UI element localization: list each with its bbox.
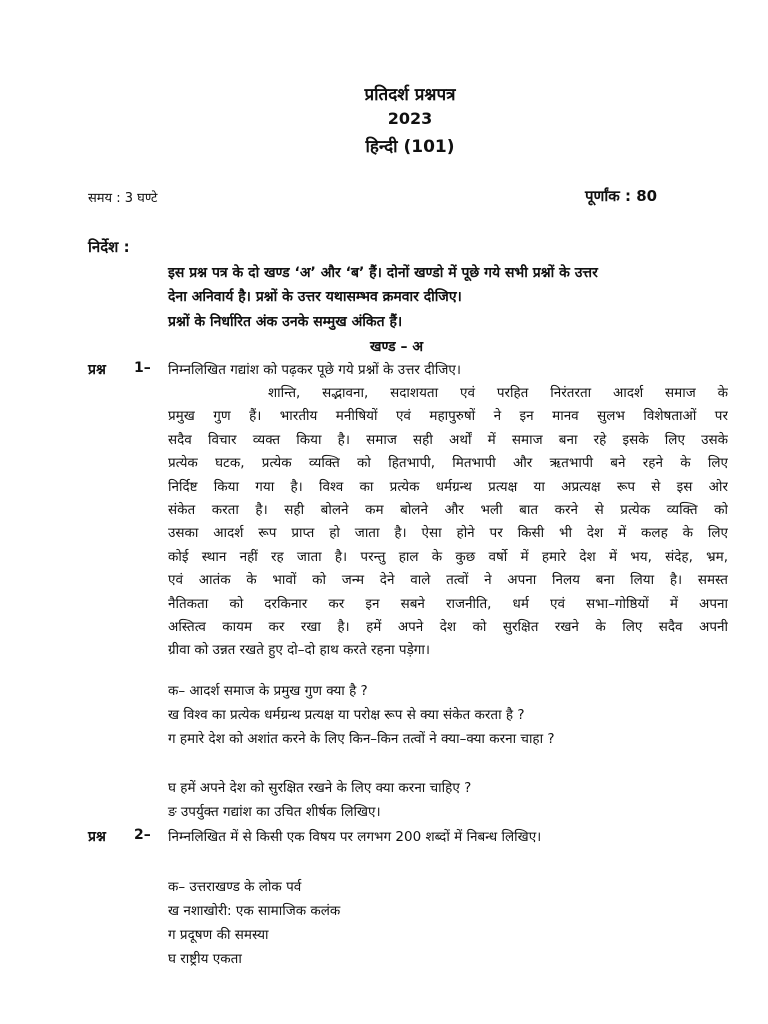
- passage-line: शान्ति, सद्भावना, सदाशयता एवं परहित निरंतरता आदर्श समाज के: [268, 385, 728, 401]
- paper-title: प्रतिदर्श प्रश्नपत्र: [364, 85, 456, 105]
- section-heading: खण्ड – अ: [370, 339, 424, 355]
- subquestion: घ हमें अपने देश को सुरक्षित रखने के लिए क्या करना चाहिए ?: [168, 780, 472, 796]
- passage-line: प्रमुख गुण हैं। भारतीय मनीषियों एवं महापुरुषों ने इन मानव सुलभ विशेषताओं पर: [168, 408, 728, 425]
- instructions-heading: निर्देश :: [88, 238, 130, 256]
- question-label: प्रश्न: [88, 829, 106, 845]
- subquestion: ङ उपर्युक्त गद्यांश का उचित शीर्षक लिखिए।: [168, 804, 381, 820]
- essay-option: घ राष्ट्रीय एकता: [168, 951, 242, 967]
- subquestion: ग हमारे देश को अशांत करने के लिए किन–किन तत्वों ने क्या–क्या करना चाहा ?: [168, 731, 555, 747]
- passage-line: प्रत्येक घटक, प्रत्येक व्यक्ति को हितभापी, मितभापी और ऋतभापी बने रहने के लिए: [168, 455, 728, 472]
- passage-line: एवं आतंक के भावों को जन्म देने वाले तत्वों ने अपना निलय बना लिया है। समस्त: [168, 572, 728, 589]
- subquestion: क– आदर्श समाज के प्रमुख गुण क्या है ?: [168, 683, 368, 699]
- max-marks-value: 80: [636, 187, 658, 205]
- essay-option: ख नशाखोरी: एक सामाजिक कलंक: [168, 903, 341, 919]
- paper-year: 2023: [387, 109, 433, 128]
- max-marks-label: पूर्णांक :: [585, 187, 631, 205]
- instruction-line: प्रश्नों के निर्धारित अंक उनके सम्मुख अंकित हैं।: [168, 314, 403, 330]
- question-number: 1–: [134, 360, 151, 376]
- passage-line: अस्तित्व कायम कर रखा है। हमें अपने देश को सुरक्षित रखने के लिए सदैव अपनी: [168, 618, 728, 635]
- question-prompt: निम्नलिखित में से किसी एक विषय पर लगभग 200 शब्दों में निबन्ध लिखिए।: [168, 829, 542, 845]
- instruction-line: देना अनिवार्य है। प्रश्नों के उत्तर यथासम्भव क्रमवार दीजिए।: [168, 289, 462, 305]
- passage-line: सदैव विचार व्यक्त किया है। समाज सही अर्थों में समाज बना रहे इसके लिए उसके: [168, 431, 728, 448]
- passage-line: नैतिकता को दरकिनार कर इन सबने राजनीति, धर्म एवं सभा–गोष्ठियों में अपना: [168, 595, 728, 612]
- essay-option: क– उत्तराखण्ड के लोक पर्व: [168, 879, 302, 895]
- question-label: प्रश्न: [88, 362, 106, 378]
- passage-line: निर्दिष्ट किया गया है। विश्व का प्रत्येक धर्मग्रन्थ प्रत्यक्ष या अप्रत्यक्ष रूप से इस ओर: [168, 478, 728, 495]
- essay-option: ग प्रदूषण की समस्या: [168, 927, 269, 943]
- passage-line: ग्रीवा को उन्नत रखते हुए दो–दो हाथ करते रहना पड़ेगा।: [168, 642, 431, 659]
- question-prompt: निम्नलिखित गद्यांश को पढ़कर पूछे गये प्रश्नों के उत्तर दीजिए।: [168, 362, 462, 378]
- passage-line: कोई स्थान नहीं रह जाता है। परन्तु हाल के कुछ वर्षो में हमारे देश में भय, संदेह, भ्रम,: [168, 548, 728, 565]
- passage-line: संकेत करता है। सही बोलने कम बोलने और भली बात करने से प्रत्येक व्यक्ति को: [168, 501, 728, 518]
- instruction-line: इस प्रश्न पत्र के दो खण्ड ‘अ’ और ‘ब’ हैं। दोनों खण्डो में पूछे गये सभी प्रश्नों के उत्तर: [168, 265, 598, 281]
- passage-line: उसका आदर्श रूप प्राप्त हो जाता है। ऐसा होने पर किसी भी देश में कलह के लिए: [168, 525, 728, 542]
- question-number: 2–: [134, 827, 151, 843]
- max-marks: [585, 186, 657, 206]
- paper-subject: हिन्दी (101): [365, 137, 455, 157]
- time-allowed: समय : 3 घण्टे: [88, 191, 158, 206]
- subquestion: ख विश्व का प्रत्येक धर्मग्रन्थ प्रत्यक्ष या परोक्ष रूप से क्या संकेत करता है ?: [168, 707, 525, 723]
- passage: [168, 382, 728, 663]
